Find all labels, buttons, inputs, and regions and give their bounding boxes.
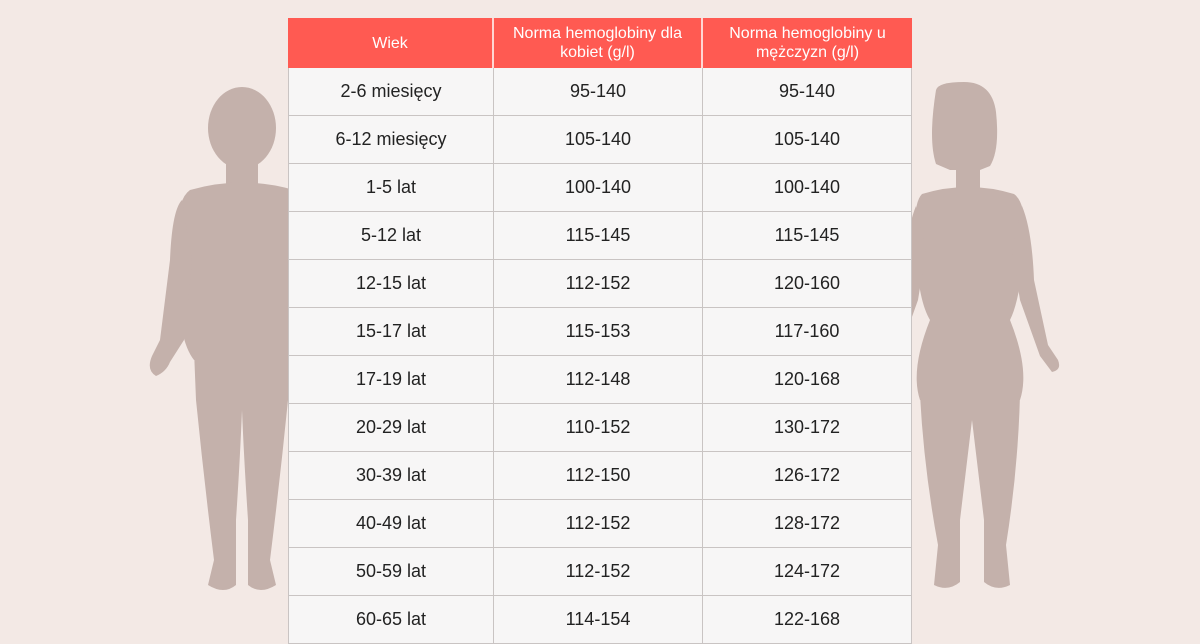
age-cell: 12-15 lat <box>288 260 494 308</box>
men-norm-cell: 100-140 <box>703 164 912 212</box>
header-women-norm: Norma hemoglobiny dla kobiet (g/l) <box>494 18 703 68</box>
women-norm-cell: 114-154 <box>494 596 703 644</box>
women-norm-cell: 112-148 <box>494 356 703 404</box>
age-cell: 60-65 lat <box>288 596 494 644</box>
table-header-row <box>288 18 912 68</box>
men-norm-cell: 105-140 <box>703 116 912 164</box>
table-row <box>288 164 912 212</box>
table-row <box>288 404 912 452</box>
men-norm-cell: 128-172 <box>703 500 912 548</box>
hemoglobin-norms-table <box>288 18 912 644</box>
women-norm-cell: 112-152 <box>494 500 703 548</box>
age-cell: 20-29 lat <box>288 404 494 452</box>
age-cell: 1-5 lat <box>288 164 494 212</box>
men-norm-cell: 117-160 <box>703 308 912 356</box>
table-row <box>288 212 912 260</box>
table-row <box>288 356 912 404</box>
table-body <box>288 68 912 644</box>
table-row <box>288 452 912 500</box>
men-norm-cell: 122-168 <box>703 596 912 644</box>
table-row <box>288 596 912 644</box>
men-norm-cell: 120-160 <box>703 260 912 308</box>
age-cell: 6-12 miesięcy <box>288 116 494 164</box>
table-row <box>288 116 912 164</box>
women-norm-cell: 112-150 <box>494 452 703 500</box>
age-cell: 15-17 lat <box>288 308 494 356</box>
men-norm-cell: 124-172 <box>703 548 912 596</box>
men-norm-cell: 120-168 <box>703 356 912 404</box>
women-norm-cell: 115-153 <box>494 308 703 356</box>
women-norm-cell: 112-152 <box>494 548 703 596</box>
women-norm-cell: 110-152 <box>494 404 703 452</box>
age-cell: 40-49 lat <box>288 500 494 548</box>
table-row <box>288 68 912 116</box>
men-norm-cell: 115-145 <box>703 212 912 260</box>
age-cell: 30-39 lat <box>288 452 494 500</box>
women-norm-cell: 95-140 <box>494 68 703 116</box>
men-norm-cell: 126-172 <box>703 452 912 500</box>
age-cell: 2-6 miesięcy <box>288 68 494 116</box>
age-cell: 5-12 lat <box>288 212 494 260</box>
table-row <box>288 260 912 308</box>
women-norm-cell: 100-140 <box>494 164 703 212</box>
header-age: Wiek <box>288 18 494 68</box>
women-norm-cell: 112-152 <box>494 260 703 308</box>
age-cell: 17-19 lat <box>288 356 494 404</box>
header-men-norm: Norma hemoglobiny u mężczyzn (g/l) <box>703 18 912 68</box>
men-norm-cell: 95-140 <box>703 68 912 116</box>
age-cell: 50-59 lat <box>288 548 494 596</box>
women-norm-cell: 105-140 <box>494 116 703 164</box>
men-norm-cell: 130-172 <box>703 404 912 452</box>
table-row <box>288 500 912 548</box>
women-norm-cell: 115-145 <box>494 212 703 260</box>
table-row <box>288 548 912 596</box>
table-row <box>288 308 912 356</box>
